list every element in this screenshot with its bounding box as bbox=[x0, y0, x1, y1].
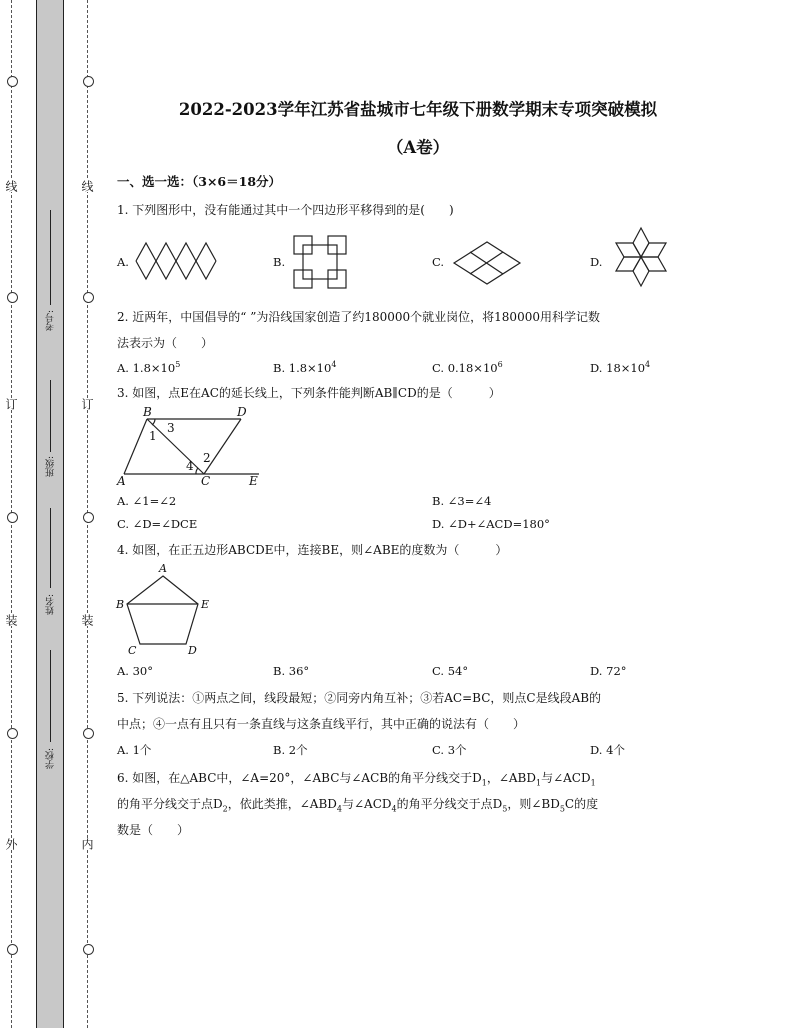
q6-subscript: 4 bbox=[336, 804, 342, 814]
school-label: 学校: bbox=[45, 748, 56, 770]
q6-subscript: 4 bbox=[391, 804, 397, 814]
outer-mark-wai: 外 bbox=[4, 838, 18, 850]
q3-option-d: D. ∠D+∠ACD=180° bbox=[432, 517, 550, 531]
q4-figure bbox=[114, 562, 214, 656]
q6-subscript: 5 bbox=[559, 804, 565, 814]
q2-stem-line2: 法表示为（ ） bbox=[117, 336, 214, 350]
school-field[interactable] bbox=[40, 748, 60, 769]
exam-number-field[interactable] bbox=[40, 310, 60, 331]
school-blank bbox=[50, 650, 51, 742]
q2-option-b-exponent: 4 bbox=[331, 360, 337, 369]
q2-option-c bbox=[432, 360, 503, 375]
q4-label-e: E bbox=[201, 598, 210, 611]
q5-stem-line2: 中点；④一点有且只有一条直线与这条直线平行，其中正确的说法有（ ） bbox=[117, 717, 526, 731]
q5-option-d: D. 4个 bbox=[590, 743, 625, 757]
q4-label-b: B bbox=[116, 598, 125, 611]
q4-label-d: D bbox=[188, 644, 197, 657]
q4-option-a: A. 30° bbox=[117, 664, 153, 678]
name-blank bbox=[50, 508, 51, 588]
q6-text: 6. 如图，在△ABC中，∠A=20°，∠ABC与∠ACB的角平分线交于D bbox=[117, 771, 482, 785]
class-label: 班级: bbox=[45, 456, 56, 478]
q4-label-a: A bbox=[159, 562, 167, 575]
exam-title: 2022-2023学年江苏省盐城市七年级下册数学期末专项突破模拟 bbox=[178, 100, 658, 119]
binding-hole-mark bbox=[83, 512, 94, 523]
q6-subscript: 1 bbox=[590, 778, 596, 788]
inner-mark-ding: 订 bbox=[80, 398, 94, 410]
q3-label-d: D bbox=[237, 405, 247, 419]
q2-option-b-text: B. 1.8×10 bbox=[273, 360, 332, 375]
name-label: 姓名: bbox=[45, 594, 56, 616]
q3-label-e: E bbox=[249, 474, 258, 488]
q4-stem: 4. 如图，在正五边形ABCDE中，连接BE，则∠ABE的度数为（ ） bbox=[117, 543, 508, 557]
binding-hole-mark bbox=[83, 728, 94, 739]
inner-mark-xian: 线 bbox=[80, 180, 94, 192]
q2-option-a-text: A. 1.8×10 bbox=[117, 360, 176, 375]
binding-hole-mark bbox=[7, 292, 18, 303]
outer-mark-ding: 订 bbox=[4, 398, 18, 410]
q2-option-d-text: D. 18×10 bbox=[590, 360, 646, 375]
q6-text: ，∠ABD bbox=[486, 771, 536, 785]
q2-option-d-exponent: 4 bbox=[645, 360, 651, 369]
q3-stem: 3. 如图，点E在AC的延长线上，下列条件能判断AB∥CD的是（ ） bbox=[117, 386, 501, 400]
q3-label-b: B bbox=[143, 405, 152, 419]
q3-angle-4: 4 bbox=[186, 459, 194, 473]
q1-figure-b bbox=[292, 234, 348, 290]
q5-option-c: C. 3个 bbox=[432, 743, 467, 757]
q6-stem-line1 bbox=[117, 769, 596, 787]
q1-stem: 1. 下列图形中，没有能通过其中一个四边形平移得到的是( ) bbox=[117, 203, 454, 217]
q6-stem-line3: 数是（ ） bbox=[117, 823, 190, 837]
outer-mark-xian: 线 bbox=[4, 180, 18, 192]
q3-angle-3: 3 bbox=[167, 421, 175, 435]
q1-option-a-label: A. bbox=[117, 255, 129, 269]
binding-hole-mark bbox=[83, 292, 94, 303]
binding-hole-mark bbox=[7, 728, 18, 739]
q3-option-a: A. ∠1=∠2 bbox=[117, 494, 177, 508]
binding-hole-mark bbox=[7, 76, 18, 87]
q4-option-c: C. 54° bbox=[432, 664, 469, 678]
q6-text: 的角平分线交于点D bbox=[396, 797, 503, 811]
q6-subscript: 1 bbox=[535, 778, 542, 788]
q4-label-c: C bbox=[128, 644, 137, 657]
exam-number-blank bbox=[50, 210, 51, 305]
q6-subscript: 2 bbox=[222, 804, 228, 814]
q3-figure bbox=[115, 404, 275, 488]
q3-label-c: C bbox=[201, 474, 211, 488]
binding-hole-mark bbox=[7, 944, 18, 955]
inner-mark-zhuang: 装 bbox=[80, 614, 94, 626]
q5-stem-line1: 5. 下列说法：①两点之间，线段最短；②同旁内角互补；③若AC=BC，则点C是线段AB的 bbox=[117, 691, 602, 705]
q1-figure-c bbox=[452, 240, 522, 286]
q3-angle-1: 1 bbox=[149, 429, 157, 443]
q4-option-b: B. 36° bbox=[273, 664, 310, 678]
q6-stem-line2 bbox=[117, 795, 598, 813]
q2-option-d bbox=[590, 360, 650, 375]
q2-option-b bbox=[273, 360, 336, 375]
q1-option-c-label: C. bbox=[432, 255, 445, 269]
q1-figure-a bbox=[132, 240, 222, 282]
exam-number-label: 考号: bbox=[45, 310, 56, 332]
q6-text: C的度 bbox=[564, 797, 599, 811]
binding-hole-mark bbox=[7, 512, 18, 523]
binding-hole-mark bbox=[83, 944, 94, 955]
q3-angle-2: 2 bbox=[203, 451, 211, 465]
q6-text: 与∠ACD bbox=[341, 797, 392, 811]
class-blank bbox=[50, 380, 51, 452]
q2-option-c-text: C. 0.18×10 bbox=[432, 360, 498, 375]
q2-option-a bbox=[117, 360, 180, 375]
q3-option-b: B. ∠3=∠4 bbox=[432, 494, 492, 508]
q6-text: ，依此类推，∠ABD bbox=[227, 797, 337, 811]
q2-stem-line1: 2. 近两年，中国倡导的“ ”为沿线国家创造了约180000个就业岗位，将180000用科学记数 bbox=[117, 310, 600, 324]
q6-text: ，则∠BD bbox=[507, 797, 560, 811]
section-heading: 一、选一选：（3×6＝18分） bbox=[117, 174, 282, 189]
q3-label-a: A bbox=[117, 474, 126, 488]
exam-title-subtitle: （A卷） bbox=[386, 138, 450, 157]
name-field[interactable] bbox=[40, 594, 60, 615]
q3-option-c: C. ∠D=∠DCE bbox=[117, 517, 198, 531]
inner-mark-nei: 内 bbox=[80, 838, 94, 850]
q6-text: 的角平分线交于点D bbox=[117, 797, 223, 811]
q1-option-b-label: B. bbox=[273, 255, 286, 269]
q2-option-a-exponent: 5 bbox=[175, 360, 181, 369]
q6-subscript: 5 bbox=[502, 804, 508, 814]
class-field[interactable] bbox=[40, 456, 60, 477]
q6-text: 与∠ACD bbox=[541, 771, 591, 785]
q4-option-d: D. 72° bbox=[590, 664, 627, 678]
binding-hole-mark bbox=[83, 76, 94, 87]
q2-option-c-exponent: 6 bbox=[497, 360, 503, 369]
q6-subscript: 1 bbox=[481, 778, 487, 788]
q5-option-b: B. 2个 bbox=[273, 743, 308, 757]
q1-option-d-label: D. bbox=[590, 255, 603, 269]
q1-figure-d bbox=[610, 226, 672, 288]
outer-mark-zhuang: 装 bbox=[4, 614, 18, 626]
q5-option-a: A. 1个 bbox=[117, 743, 152, 757]
